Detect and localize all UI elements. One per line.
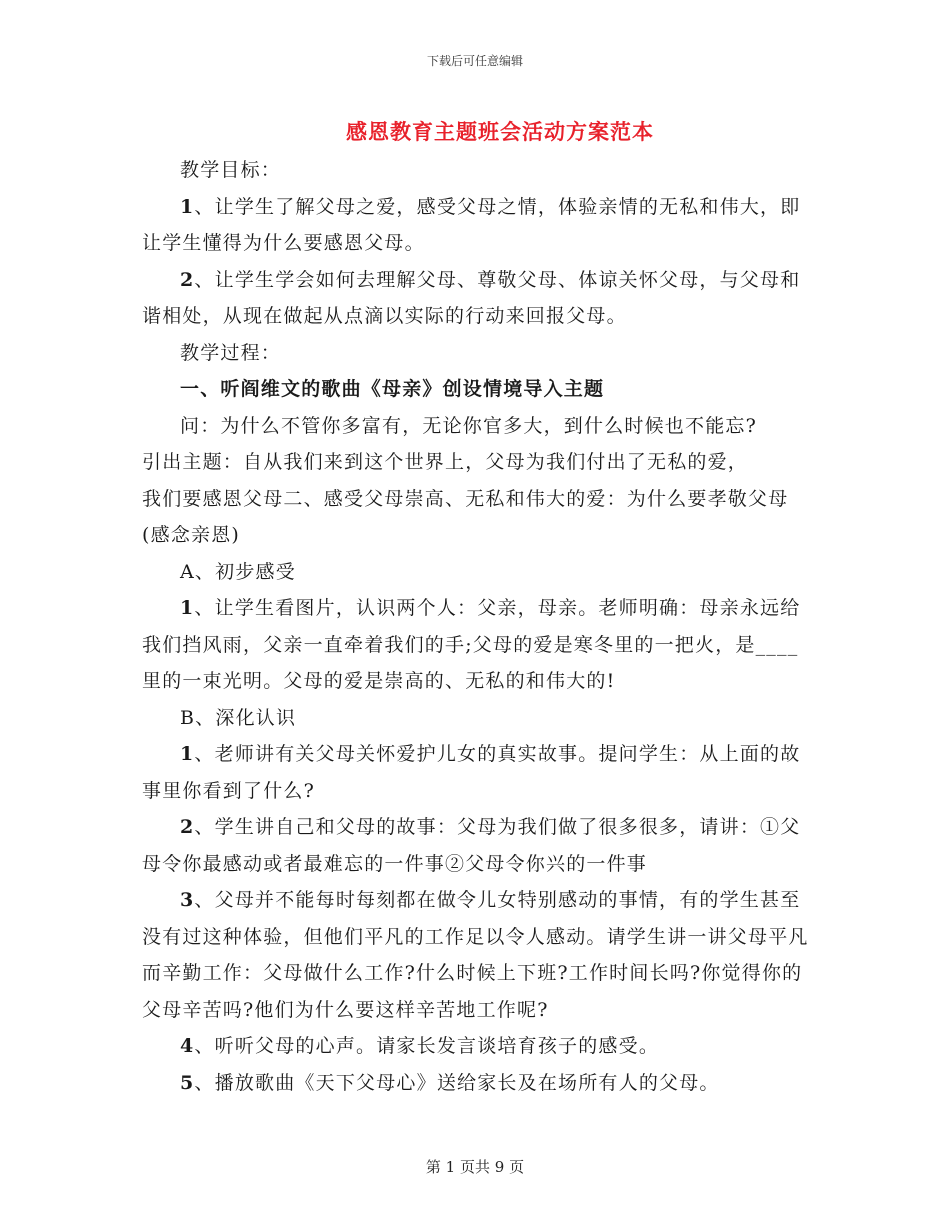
header-note: 下载后可任意编辑 [426,54,523,68]
paragraph: 2、让学生学会如何去理解父母、尊敬父母、体谅关怀父母，与父母和谐相处，从现在做起从点滴以实际的行动来回报父母。 [142,268,801,327]
paragraph: A、初步感受 [180,560,296,583]
paragraph: 1、让学生了解父母之爱，感受父母之情，体验亲情的无私和伟大，即让学生懂得为什么要感恩父母。 [142,195,801,254]
paragraph: 教学目标： [180,159,282,181]
paragraph: 2、学生讲自己和父母的故事：父母为我们做了很多很多，请讲：①父母令你最感动或者最难忘的一件事②父母令你兴的一件事 [142,816,801,875]
paragraph: 1、老师讲有关父母关怀爱护儿女的真实故事。提问学生：从上面的故事里你看到了什么? [142,743,801,802]
paragraph: 1、让学生看图片，认识两个人：父亲，母亲。老师明确：母亲永远给我们挡风雨，父亲一直牵着我们的手;父母的爱是寒冬里的一把火，是____里的一束光明。父母的爱是崇高的、无私的和伟大的! [142,597,801,692]
paragraph: 问：为什么不管你多富有，无论你官多大，到什么时候也不能忘? [180,414,757,437]
paragraph: 教学过程： [180,341,282,364]
document-body [142,152,814,1101]
paragraph: 引出主题：自从我们来到这个世界上，父母为我们付出了无私的爱， [142,451,749,473]
paragraph: 4、听听父母的心声。请家长发言谈培育孩子的感受。 [180,1035,660,1057]
document-title: 感恩教育主题班会活动方案范本 [346,119,654,144]
paragraph: 我们要感恩父母二、感受父母崇高、无私和伟大的爱：为什么要孝敬父母(感念亲恩) [142,487,789,546]
paragraph: 5、播放歌曲《天下父母心》送给家长及在场所有人的父母。 [180,1071,720,1094]
paragraph: B、深化认识 [180,706,297,729]
paragraph: 3、父母并不能每时每刻都在做令儿女特别感动的事情，有的学生甚至没有过这种体验，但他们平凡的工作足以令人感动。请学生讲一讲父母平凡而辛勤工作：父母做什么工作?什么时候上下班?工作时间长吗?你觉得你的父母辛苦吗?他们为什么要这样辛苦地工作呢? [142,889,809,1021]
section-heading: 一、听阎维文的歌曲《母亲》创设情境导入主题 [180,378,605,400]
page-footer: 第 1 页共 9 页 [425,1158,525,1176]
